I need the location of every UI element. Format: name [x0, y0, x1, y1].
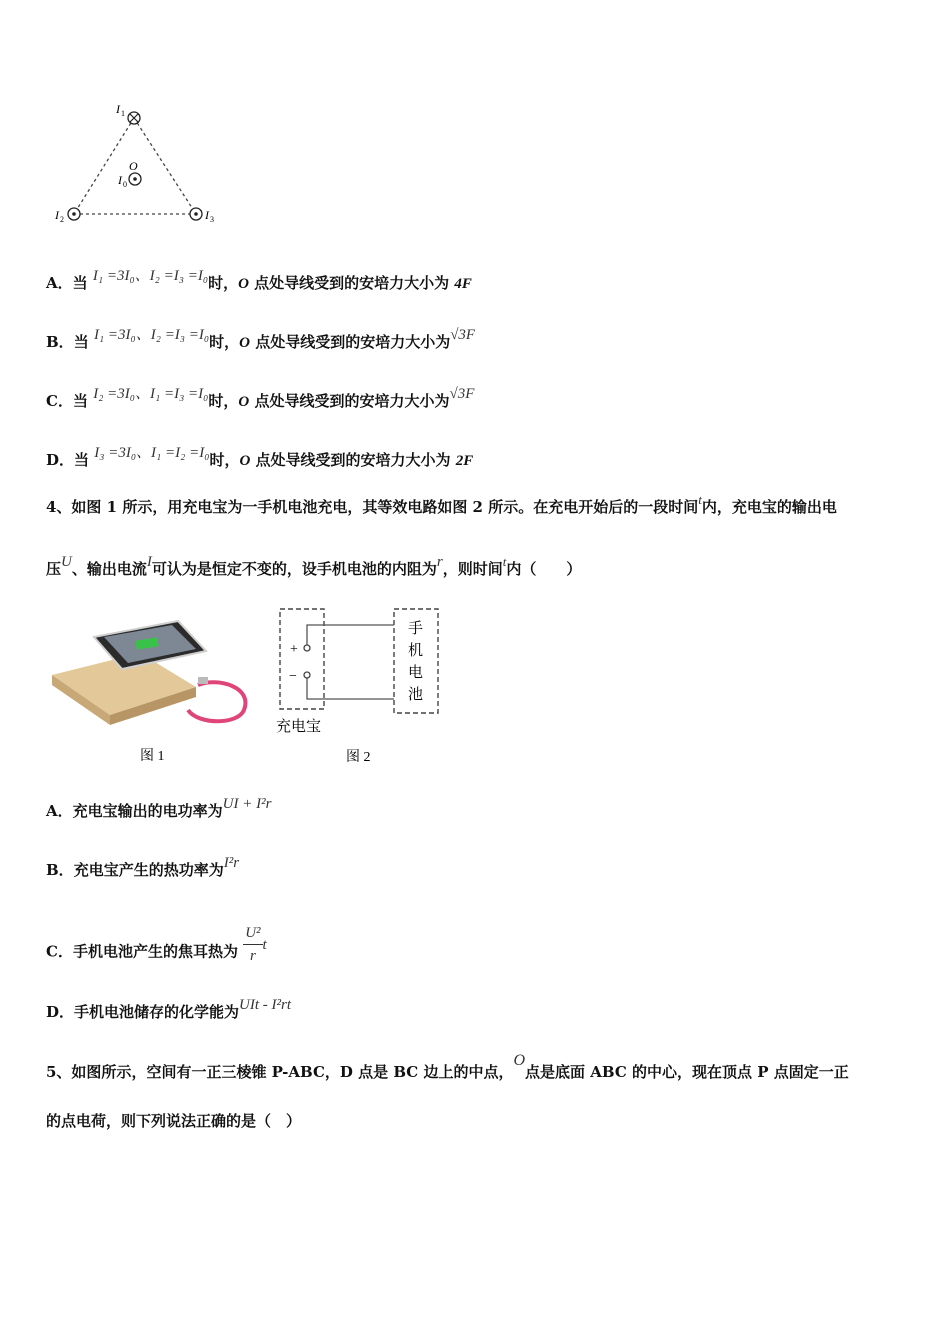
condition-expr: I₂ =3I₀、I₁ =I₃ =I₀: [93, 386, 209, 402]
q4-option-b[interactable]: B．充电宝产生的热功率为I²r: [46, 855, 240, 879]
svg-text:2: 2: [60, 215, 64, 224]
answer-value: √3F: [450, 327, 476, 343]
svg-text:池: 池: [408, 687, 424, 703]
label-i0: I: [118, 173, 122, 187]
power-bank-phone-figure: [48, 615, 258, 775]
answer-expr: I²r: [223, 855, 240, 871]
answer-expr: UI + I²r: [222, 796, 272, 812]
fig2-caption: 图 2: [346, 750, 371, 765]
label-i3: I: [205, 208, 209, 222]
q3-option-d[interactable]: D．当 I₃ =3I₀、I₁ =I₂ =I₀时，O 点处导线受到的安培力大小为 2F: [46, 445, 474, 469]
triangle-current-figure: [46, 96, 236, 231]
q3-option-a[interactable]: A．当 I₁ =3I₀、I₂ =I₃ =I₀时，O 点处导线受到的安培力大小为 4F: [46, 268, 472, 292]
q5-stem-line2: 的点电荷，则下列说法正确的是（ ）: [46, 1112, 302, 1130]
label-i1: I: [116, 102, 120, 116]
negative-terminal-label: −: [289, 669, 297, 684]
q5-stem-line1: 5、如图所示，空间有一正三棱锥 P-ABC，D 点是 BC 边上的中点，O点是底面 ABC 的中心，现在顶点 P 点固定一正: [46, 1052, 849, 1081]
svg-text:0: 0: [123, 180, 127, 189]
svg-text:手: 手: [408, 621, 424, 637]
positive-terminal-label: +: [290, 642, 298, 657]
label-i2: I: [55, 208, 59, 222]
q4-option-c[interactable]: C．手机电池产生的焦耳热为 $\frac{\text{U²}}{r}$ t: [46, 930, 267, 975]
current-out-of-page-icon: [68, 208, 80, 220]
condition-expr: I₃ =3I₀、I₁ =I₂ =I₀: [94, 445, 210, 461]
answer-value: 2F: [455, 453, 474, 469]
label-o: O: [129, 159, 138, 173]
q4-option-a[interactable]: A．充电宝输出的电功率为UI + I²r: [46, 796, 272, 820]
condition-expr: I₁ =3I₀、I₂ =I₃ =I₀: [93, 327, 210, 343]
current-out-of-page-icon: [190, 208, 202, 220]
svg-text:3: 3: [210, 215, 214, 224]
fig1-caption: 图 1: [140, 749, 165, 764]
q4-stem-line2: 压U、输出电流I可认为是恒定不变的，设手机电池的内阻为r，则时间t内（ ）: [46, 554, 582, 578]
q4-stem-line1: 4、如图 1 所示，用充电宝为一手机电池充电，其等效电路如图 2 所示。在充电开始后的一段时间t内，充电宝的输出电: [46, 492, 837, 516]
answer-value: 4F: [454, 276, 472, 292]
answer-value: √3F: [449, 386, 475, 402]
q3-option-b[interactable]: B．当 I₁ =3I₀、I₂ =I₃ =I₀时，O 点处导线受到的安培力大小为√3F: [46, 327, 476, 351]
power-bank-label: 充电宝: [276, 719, 322, 735]
fraction-expr: $\frac{\text{U²}}{r}$: [243, 922, 262, 967]
answer-expr: UIt - I²rt: [239, 997, 292, 1013]
q4-option-d[interactable]: D．手机电池储存的化学能为UIt - I²rt: [46, 997, 292, 1021]
current-out-of-page-icon: [129, 173, 141, 185]
current-into-page-icon: [128, 112, 140, 124]
svg-text:电: 电: [408, 665, 424, 681]
q3-option-c[interactable]: C．当 I₂ =3I₀、I₁ =I₃ =I₀时，O 点处导线受到的安培力大小为√3F: [46, 386, 475, 410]
svg-text:1: 1: [121, 109, 125, 118]
condition-expr: I₁ =3I₀、I₂ =I₃ =I₀: [92, 268, 209, 284]
circuit-figure: [270, 603, 450, 773]
svg-text:机: 机: [408, 643, 424, 659]
